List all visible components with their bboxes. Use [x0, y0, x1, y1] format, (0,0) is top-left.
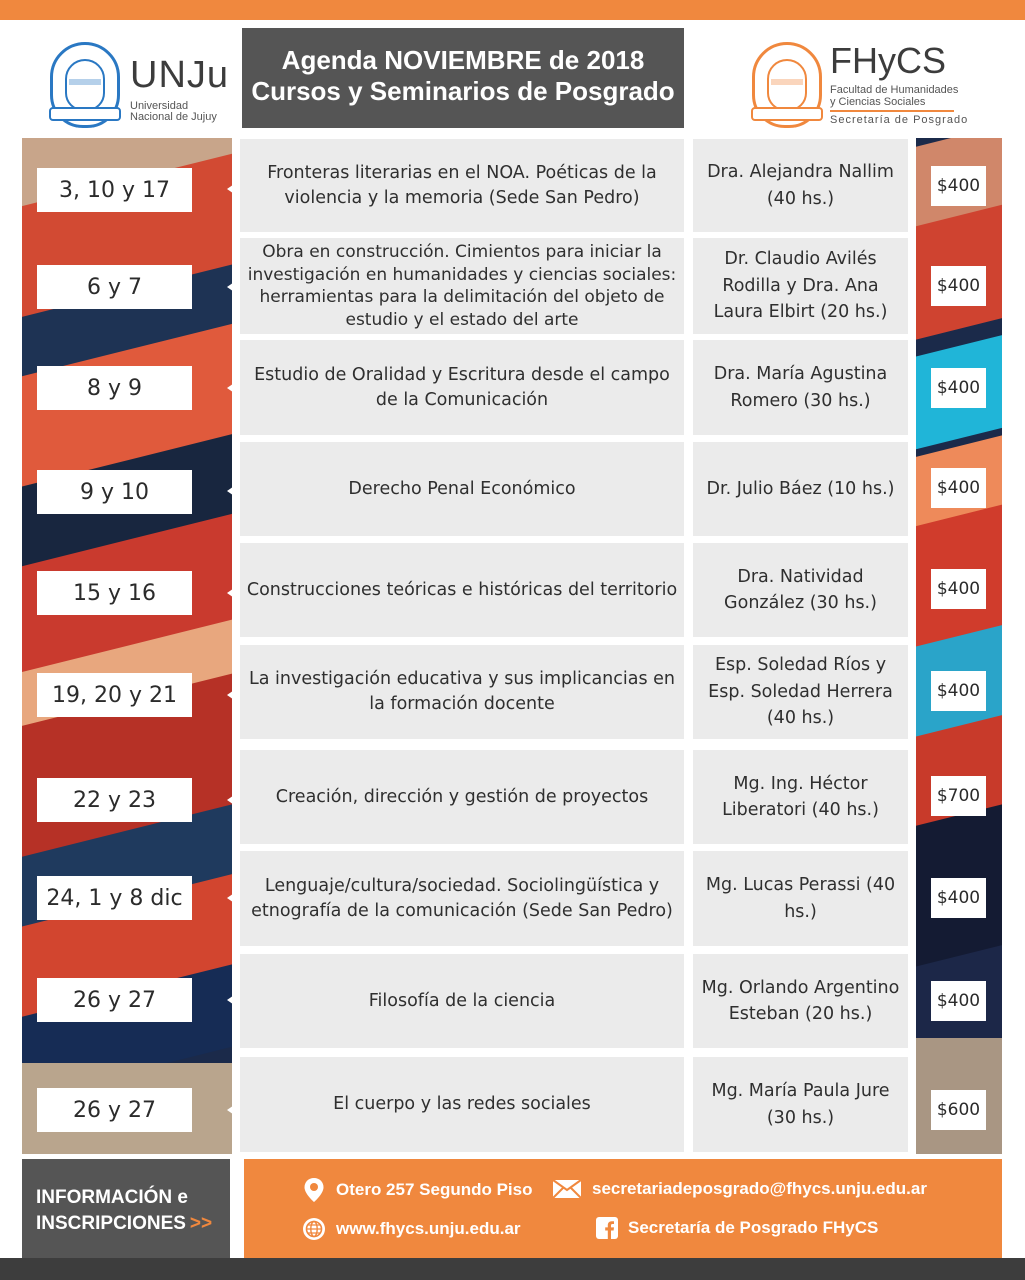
course-price: $400 — [931, 266, 986, 306]
unju-logo-line1: Universidad — [130, 100, 189, 112]
facebook-item[interactable] — [596, 1217, 878, 1239]
fhycs-logo-divider — [830, 110, 954, 112]
course-teacher: Mg. Ing. Héctor Liberatori (40 hs.) — [693, 750, 908, 844]
course-teacher: Dr. Claudio Avilés Rodilla y Dra. Ana Laura Elbirt (20 hs.) — [693, 238, 908, 334]
fhycs-logo-line3: Secretaría de Posgrado — [830, 114, 969, 126]
course-teacher: Dra. María Agustina Romero (30 hs.) — [693, 340, 908, 435]
info-line-1: INFORMACIÓN e — [36, 1187, 188, 1208]
info-registration-box — [22, 1159, 230, 1258]
row-pointer — [227, 379, 240, 397]
course-teacher: Mg. Orlando Argentino Esteban (20 hs.) — [693, 954, 908, 1048]
course-dates: 15 y 16 — [37, 571, 192, 615]
course-dates: 9 y 10 — [37, 470, 192, 514]
course-dates: 26 y 27 — [37, 978, 192, 1022]
globe-icon — [302, 1217, 326, 1241]
fhycs-logo-line2: y Ciencias Sociales — [830, 96, 926, 108]
course-price: $400 — [931, 569, 986, 609]
course-title: Estudio de Oralidad y Escritura desde el campo de la Comunicación — [240, 340, 684, 435]
top-accent-bar — [0, 0, 1025, 20]
fhycs-logo-name: FHyCS — [830, 40, 946, 81]
row-pointer — [227, 1101, 240, 1119]
course-teacher: Mg. Lucas Perassi (40 hs.) — [693, 851, 908, 946]
envelope-icon — [552, 1179, 582, 1199]
address-text: Otero 257 Segundo Piso — [336, 1180, 533, 1199]
course-price: $400 — [931, 981, 986, 1021]
row-pointer — [227, 584, 240, 602]
course-title: El cuerpo y las redes sociales — [240, 1057, 684, 1152]
course-price: $400 — [931, 468, 986, 508]
fhycs-logo-line1: Facultad de Humanidades — [830, 84, 959, 96]
course-teacher: Mg. María Paula Jure (30 hs.) — [693, 1057, 908, 1152]
title-line-1: Agenda NOVIEMBRE de 2018 — [281, 45, 645, 75]
course-price: $400 — [931, 368, 986, 408]
facebook-icon — [596, 1217, 618, 1239]
unju-logo — [50, 38, 230, 132]
course-price: $400 — [931, 166, 986, 206]
course-title: Filosofía de la ciencia — [240, 954, 684, 1048]
page-title — [242, 28, 684, 128]
row-pointer — [227, 180, 240, 198]
email-link[interactable]: secretariadeposgrado@fhycs.unju.edu.ar — [592, 1179, 927, 1198]
course-teacher: Esp. Soledad Ríos y Esp. Soledad Herrera (40 hs.) — [693, 645, 908, 739]
course-dates: 22 y 23 — [37, 778, 192, 822]
course-title: Creación, dirección y gestión de proyectos — [240, 750, 684, 844]
course-title: Obra en construcción. Cimientos para iniciar la investigación en humanidades y ciencias sociales: herramientas para la delimitación del objeto de estudio y el estado del arte — [240, 238, 684, 334]
course-teacher: Dra. Natividad González (30 hs.) — [693, 543, 908, 637]
email-item[interactable] — [552, 1179, 927, 1199]
course-title: Fronteras literarias en el NOA. Poéticas de la violencia y la memoria (Sede San Pedro) — [240, 139, 684, 232]
row-pointer — [227, 686, 240, 704]
double-chevron-icon: >> — [189, 1213, 213, 1234]
course-dates: 8 y 9 — [37, 366, 192, 410]
course-dates: 19, 20 y 21 — [37, 673, 192, 717]
location-pin-icon — [302, 1177, 326, 1203]
course-price: $400 — [931, 878, 986, 918]
course-dates: 3, 10 y 17 — [37, 168, 192, 212]
course-price: $700 — [931, 776, 986, 816]
bottom-bar — [0, 1258, 1025, 1280]
course-teacher: Dr. Julio Báez (10 hs.) — [693, 442, 908, 536]
row-pointer — [227, 482, 240, 500]
facebook-link[interactable]: Secretaría de Posgrado FHyCS — [628, 1218, 879, 1237]
fhycs-logo — [752, 38, 982, 132]
website-link[interactable]: www.fhycs.unju.edu.ar — [336, 1219, 521, 1238]
row-pointer — [227, 791, 240, 809]
course-dates: 26 y 27 — [37, 1088, 192, 1132]
course-teacher: Dra. Alejandra Nallim (40 hs.) — [693, 139, 908, 232]
title-line-2: Cursos y Seminarios de Posgrado — [251, 76, 675, 106]
course-title: Lenguaje/cultura/sociedad. Sociolingüística y etnografía de la comunicación (Sede San Pedro) — [240, 851, 684, 946]
address-item — [302, 1177, 533, 1203]
course-title: La investigación educativa y sus implicancias en la formación docente — [240, 645, 684, 739]
course-price: $400 — [931, 671, 986, 711]
university-seal-icon — [50, 42, 120, 128]
faculty-seal-icon — [752, 42, 822, 128]
course-price: $600 — [931, 1090, 986, 1130]
course-dates: 6 y 7 — [37, 265, 192, 309]
row-pointer — [227, 278, 240, 296]
course-title: Construcciones teóricas e históricas del territorio — [240, 543, 684, 637]
course-dates: 24, 1 y 8 dic — [37, 876, 192, 920]
row-pointer — [227, 889, 240, 907]
unju-logo-line2: Nacional de Jujuy — [130, 111, 217, 123]
website-item[interactable] — [302, 1217, 521, 1241]
course-title: Derecho Penal Económico — [240, 442, 684, 536]
unju-logo-name: UNJu — [130, 54, 230, 96]
info-line-2: INSCRIPCIONES >> — [36, 1213, 213, 1234]
row-pointer — [227, 991, 240, 1009]
contact-box — [244, 1159, 1002, 1258]
